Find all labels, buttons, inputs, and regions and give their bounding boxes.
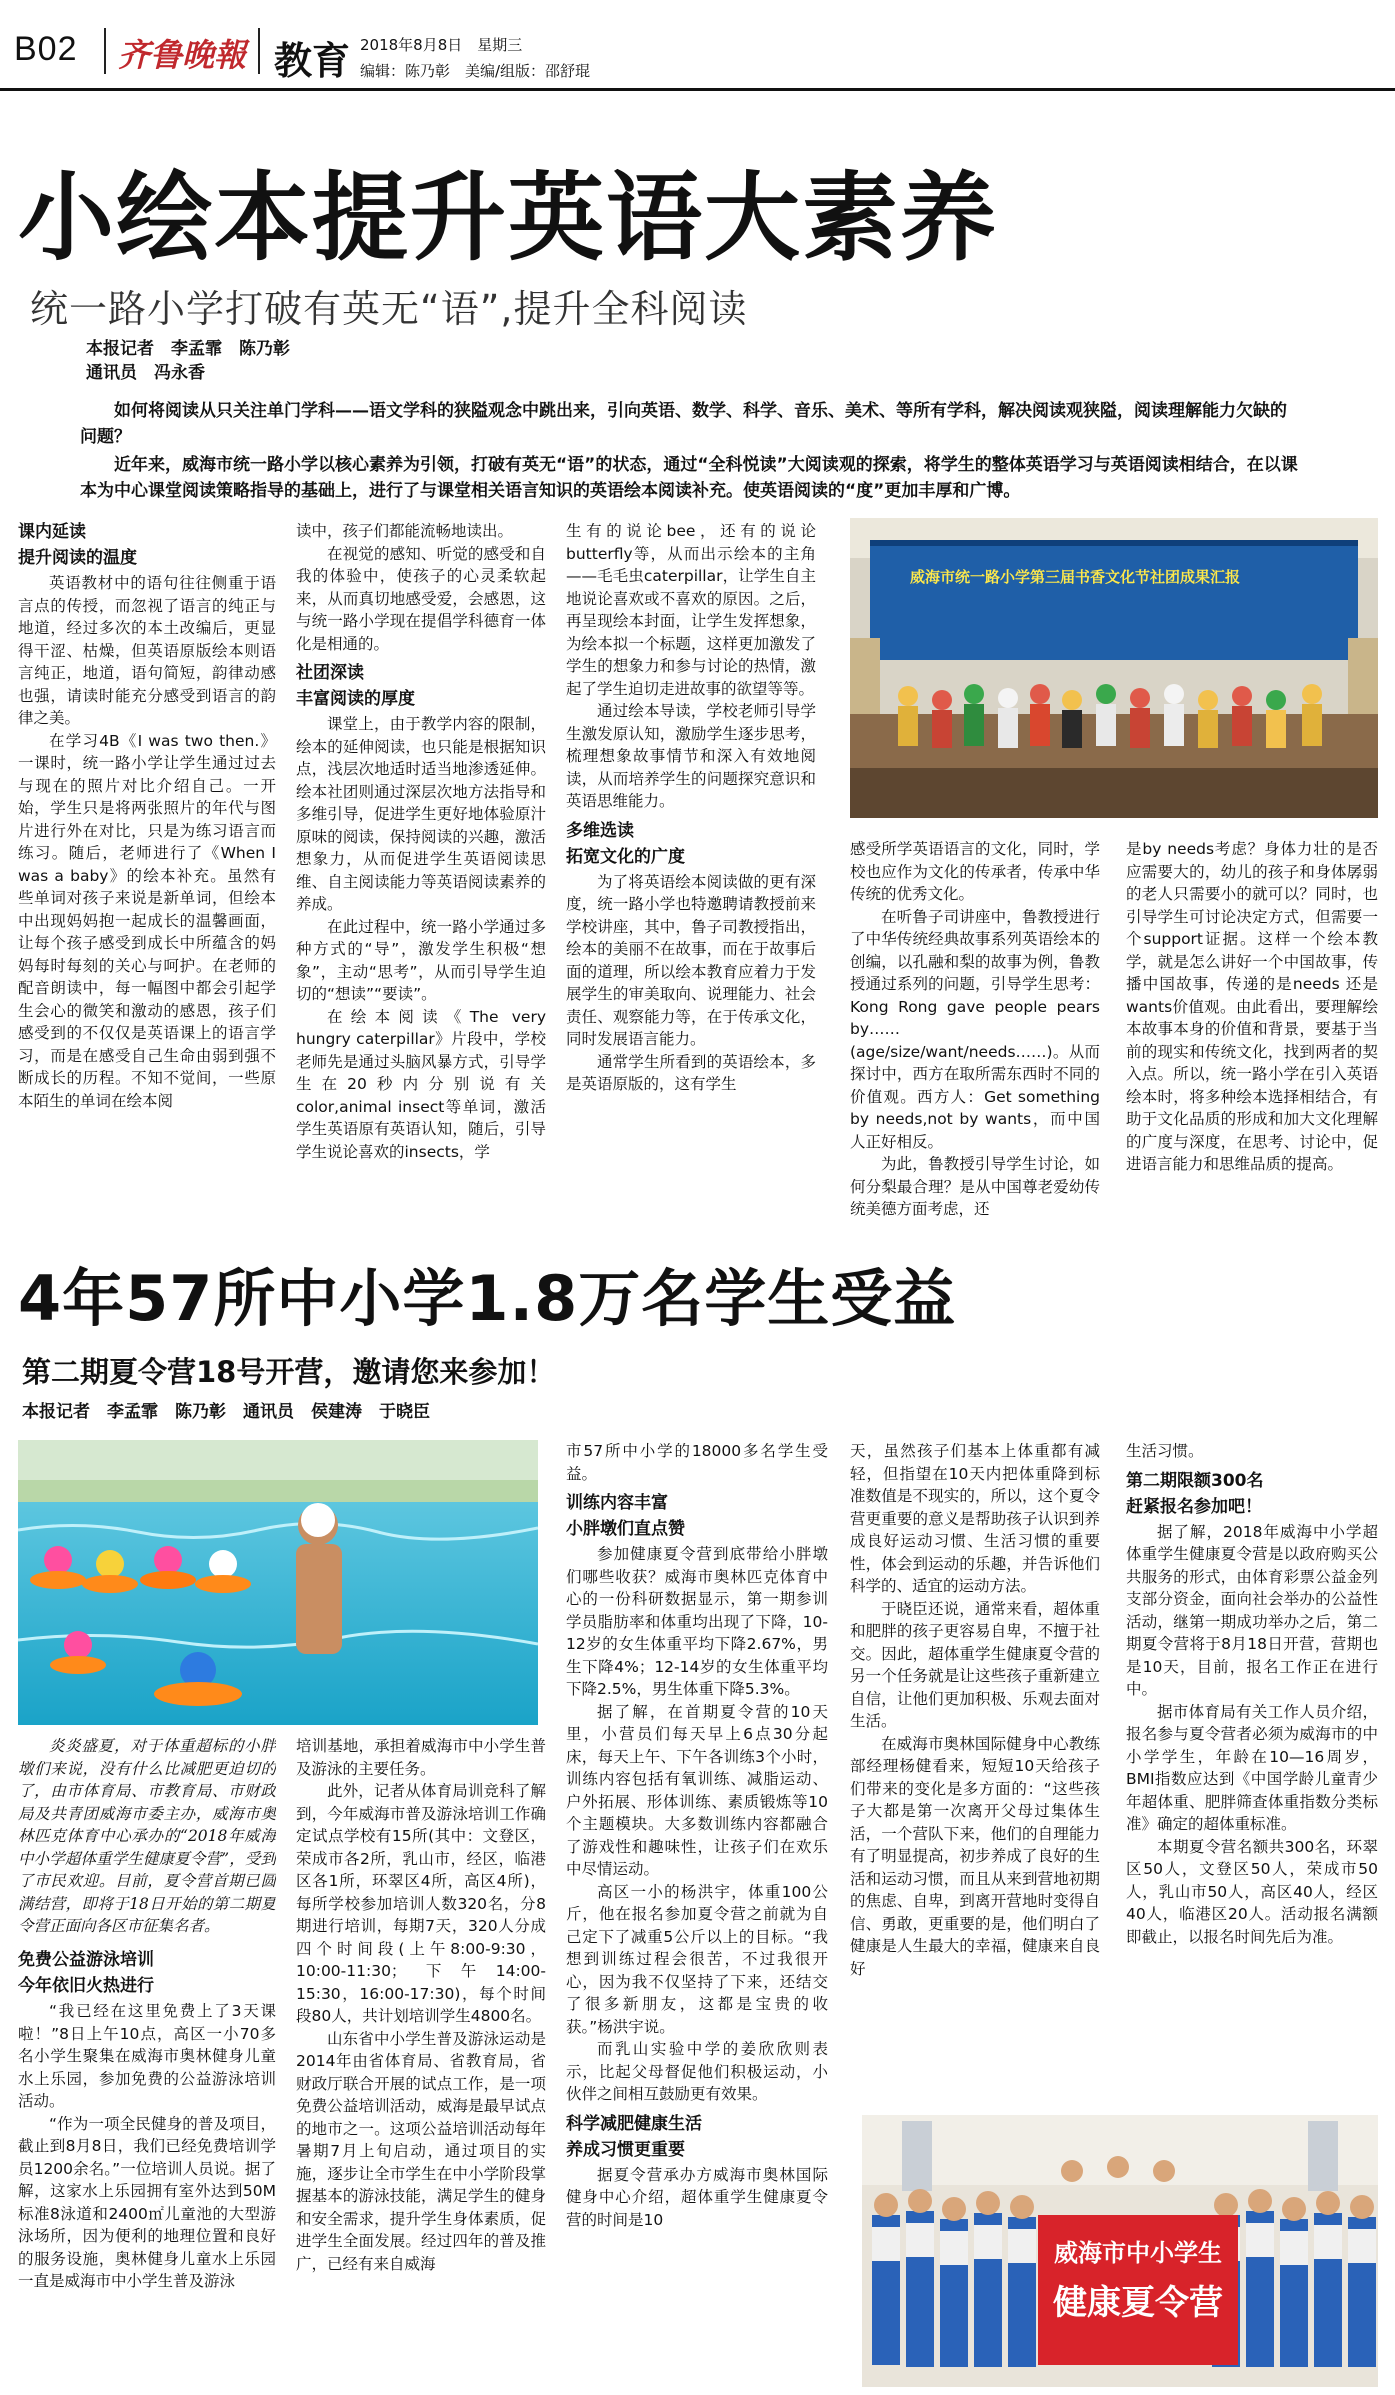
paragraph: 为此，鲁教授引导学生讨论，如何分梨最合理？是从中国尊老爱幼传统美德方面考虑，还	[850, 1155, 1100, 1218]
article-column	[566, 520, 816, 1260]
byline: 本报记者 李孟霏 陈乃彰	[86, 339, 290, 359]
paragraph: 据夏令营承办方威海市奥林国际健身中心介绍，超体重学生健康夏令营的时间是10	[566, 2165, 828, 2229]
paragraph: 培训基地，承担着威海市中小学生普及游泳的主要任务。	[296, 1737, 546, 1778]
section-subheading: 提升阅读的温度	[18, 548, 137, 568]
paragraph: 生有的说论bee，还有的说论butterfly等，从而出示绘本的主角——毛毛虫caterpillar，让学生自主地说论喜欢或不喜欢的原因。之后，再呈现绘本封面，让学生发挥想象，为绘本拟一个标题，这样更加激发了学生的想象力和参与讨论的热情，激起了学生迫切走进故事的欲望等等。	[566, 522, 816, 698]
paragraph: 感受所学英语语言的文化，同时，学校也应作为文化的传承者，传承中华传统的优秀文化。	[850, 840, 1100, 903]
paragraph: 在视觉的感知、听觉的感受和自我的体验中，使孩子的心灵柔软起来，从而真切地感受爱，会感恩，这与统一路小学现在提倡学科德育一体化是相通的。	[296, 544, 546, 653]
paragraph: 炎炎盛夏，对于体重超标的小胖墩们来说，没有什么比减肥更迫切的了，由市体育局、市教育局、市财政局及共青团威海市委主办，威海市奥林匹克体育中心承办的“2018年威海中小学超体重学生健康夏令营”，受到了市民欢迎。目前，夏令营首期已圆满结营，即将于18日开始的第二期夏令营正面向各区市征集名者。	[18, 1737, 276, 1935]
lead-paragraph: 如何将阅读从只关注单门学科——语文学科的狭隘观念中跳出来，引向英语、数学、科学、音乐、美术、等所有学科，解决阅读观狭隘，阅读理解能力欠缺的问题？	[80, 401, 1287, 447]
paragraph: 据了解，2018年威海中小学超体重学生健康夏令营是以政府购买公共服务的形式，由体育彩票公益金列支部分资金，面向社会举办的公益性活动，继第一期成功举办之后，第二期夏令营将于8月18日开营，营期也是10天，目前，报名工作正在进行中。	[1126, 1522, 1378, 1698]
section-heading: 社团深读	[296, 663, 364, 683]
section-heading: 课内延读	[18, 522, 86, 542]
byline: 通讯员 冯永香	[86, 363, 205, 383]
section-subheading: 养成习惯更重要	[566, 2139, 685, 2160]
editor-credits: 编辑：陈乃彰 美编/组版：邵舒琨	[360, 62, 591, 80]
paragraph: “我已经在这里免费上了3天课啦！”8日上午10点，高区一小70多名小学生聚集在威海市奥林健身儿童水上乐园，参加免费的公益游泳培训活动。	[18, 2002, 276, 2110]
paragraph: 市57所中小学的18000多名学生受益。	[566, 1442, 828, 1483]
article-column	[18, 520, 276, 1260]
paragraph: 参加健康夏令营到底带给小胖墩们哪些收获？威海市奥林匹克体育中心的一份科研数据显示，第一期参训学员脂肪率和体重均出现了下降，10-12岁的女生体重平均下降2.67%，男生下降4%；12-14岁的女生体重平均下降2.5%，男生体重下降5.3%。	[566, 1545, 828, 1698]
article-column	[296, 520, 546, 1260]
stage-banner-text: 威海市统一路小学第三届书香文化节社团成果汇报	[910, 568, 1241, 586]
swimming-pool-photo	[18, 1440, 538, 1725]
paragraph: 而乳山实验中学的姜欣欣则表示，比起父母督促他们积极运动，小伙伴之间相互鼓励更有效果。	[566, 2040, 828, 2103]
section-subheading: 拓宽文化的广度	[566, 846, 685, 867]
paragraph: 英语教材中的语句往往侧重于语言点的传授，而忽视了语言的纯正与地道，经过多次的本土改编后，更显得干涩、枯燥，但英语原版绘本则语言纯正，地道，语句简短，韵律动感也强，请读时能充分感受到语言的韵律之美。	[18, 574, 276, 727]
paragraph: 高区一小的杨洪宇，体重100公斤，他在报名参加夏令营之前就为自己定下了减重5公斤以上的目标。“我想到训练过程会很苦，不过我很开心，因为我不仅坚持了下来，还结交了很多新朋友，这都是宝贵的收获。”杨洪宇说。	[566, 1882, 828, 2036]
lead-paragraph: 近年来，威海市统一路小学以核心素养为引领，打破有英无“语”的状态，通过“全科悦读”大阅读观的探索，将学生的整体英语学习与英语阅读相结合，在以课本为中心课堂阅读策略指导的基础上，进行了与课堂相关语言知识的英语绘本阅读补充。使英语阅读的“度”更加丰厚和广博。	[80, 455, 1298, 501]
section-subheading: 丰富阅读的厚度	[296, 689, 415, 709]
paragraph: 本期夏令营名额共300名，环翠区50人，文登区50人，荣成市50人，乳山市50人，高区40人，经区40人，临港区20人。活动报名满额即截止，以报名时间先后为准。	[1126, 1837, 1378, 1946]
paragraph: 通常学生所看到的英语绘本，多是英语原版的，这有学生	[566, 1052, 816, 1093]
article-subhead: 统一路小学打破有英无“语”,提升全科阅读	[30, 287, 748, 331]
paragraph: 通过绘本导读，学校老师引导学生激发原认知，激励学生逐步思考，梳理想象故事情节和深入有效地阅读，从而培养学生的问题探究意识和英语思维能力。	[566, 702, 816, 810]
article-column	[1126, 1440, 1378, 2060]
paragraph: 山东省中小学生普及游泳运动是2014年由省体育局、省教育局，省财政厅联合开展的试点工作，是一项免费公益培训活动，威海是最早试点的地市之一。这项公益培训活动每年暑期7月上旬启动，通过项目的实施，逐步让全市学生在中小学阶段掌握基本的游泳技能，满足学生的健身和安全需求，提升学生身体素质，促进学生全面发展。经过四年的普及推广，已经有来自威海	[296, 2029, 546, 2273]
paragraph: 在绘本阅读《The very hungry caterpillar》片段中，学校老师先是通过头脑风暴方式，引导学生在20秒内分别说有关color,animal insect等单词，激活学生英语原有英语认知，随后，引导学生说论喜欢的insects，学	[296, 1007, 546, 1161]
paragraph: 于晓臣还说，通常来看，超体重和肥胖的孩子更容易自卑，不擅于社交。因此，超体重学生健康夏令营的另一个任务就是让这些孩子重新建立自信，让他们更加积极、乐观去面对生活。	[850, 1599, 1100, 1730]
newspaper-logo: 齐鲁晚報	[118, 36, 247, 74]
article-column	[566, 1440, 828, 2388]
article-column	[18, 1948, 276, 2388]
paragraph: 此外，记者从体育局训竞科了解到，今年威海市普及游泳培训工作确定试点学校有15所(其中：文登区，荣成市各2所，乳山市，经区，临港区各1所，环翠区4所，高区4所)，每所学校参加培训人数320名，分8期进行培训，每期7天，320人分成四个时间段(上午8:00-9:30，10:00-11:30；下午14:00-15:30，16:00-17:30)，每个时间段80人，共计划培训学生4800名。	[296, 1782, 546, 2025]
byline: 本报记者 李孟霏 陈乃彰 通讯员 侯建涛 于晓臣	[22, 1402, 430, 1422]
section-heading: 多维选读	[566, 820, 634, 841]
paragraph: 生活习惯。	[1126, 1442, 1204, 1460]
issue-date: 2018年8月8日 星期三	[360, 36, 523, 54]
section-title: 教育	[274, 39, 351, 83]
section-heading: 科学减肥健康生活	[566, 2113, 702, 2134]
paragraph: 据市体育局有关工作人员介绍，报名参与夏令营者必须为威海市的中小学学生，年龄在10—16周岁，BMI指数应达到《中国学龄儿童青少年超体重、肥胖筛查体重指数分类标准》确定的超体重标准。	[1126, 1702, 1378, 1833]
section-subheading: 小胖墩们直点赞	[566, 1519, 685, 1539]
paragraph: 是by needs考虑？身体力壮的是否应需要大的，幼儿的孩子和身体孱弱的老人只需要小的就可以？同时，也引导学生可讨论决定方式，但需要一个support证据。这样一个绘本教学，就是怎么讲好一个中国故事，传播中国故事，传递的是needs 还是wants价值观。由此看出，要理解绘本故事本身的价值和背景，要基于当前的现实和传统文化，找到两者的契入点。所以，统一路小学在引入英语绘本时，将多种绘本选择相结合，有助于文化品质的形成和加大文化理解的广度与深度，在思考、讨论中，促进语言能力和思维品质的提高。	[1126, 840, 1378, 1173]
article-column	[850, 1440, 1100, 2100]
paragraph: 在听鲁子司讲座中，鲁教授进行了中华传统经典故事系列英语绘本的创编，以孔融和梨的故事为例，鲁教授通过系列的问题，引导学生思考：Kong Rong gave people pears by……(age/size/want/needs……)。从而探讨中，西方在取所需东西时不同的价值观。西方人：Get something by needs,not by wants，而中国人正好相反。	[850, 907, 1100, 1151]
article-headline: 4年57所中小学1.8万名学生受益	[18, 1262, 957, 1335]
paragraph: 据了解，在首期夏令营的10天里，小营员们每天早上6点30分起床，每天上午、下午各训练3个小时，训练内容包括有氧训练、减脂运动、户外拓展、形体训练、素质锻炼等10个主题模块。大多数训练内容都融合了游戏性和趣味性，让孩子们在欢乐中尽情运动。	[566, 1702, 828, 1878]
header-rule	[0, 88, 1395, 91]
page-number: B02	[14, 30, 78, 68]
paragraph: “作为一项全民健身的普及项目，截止到8月8日，我们已经免费培训学员1200余名。”一位培训人员说。据了解，这家水上乐园拥有室外达到50M标准8泳道和2400㎡儿童池的大型游泳场所，因为便利的地理位置和良好的服务设施，奥林健身儿童水上乐园一直是威海市中小学生普及游泳	[18, 2114, 276, 2290]
article-column	[296, 1735, 546, 2387]
header-divider	[104, 28, 106, 74]
paragraph: 读中，孩子们都能流畅地读出。	[296, 522, 514, 540]
intro-note	[18, 1735, 276, 1945]
stage-performance-photo	[850, 518, 1378, 818]
paragraph: 为了将英语绘本阅读做的更有深度，统一路小学也特邀聘请教授前来学校讲座，其中，鲁子司教授指出，绘本的美丽不在故事，而在于故事后面的道理，所以绘本教育应着力于发展学生的审美取向、说理能力、社会责任、观察能力等，在于传承文化，同时发展语言能力。	[566, 872, 816, 1048]
camp-banner-line2: 健康夏令营	[1053, 2283, 1223, 2323]
header-divider	[258, 28, 260, 74]
paragraph: 课堂上，由于教学内容的限制，绘本的延伸阅读，也只能是根据知识点，浅层次地适时适当地渗透延伸。绘本社团则通过深层次地方法指导和多维引导，促进学生更好地体验原汁原味的阅读，保持阅读的兴趣，激活想象力，从而促进学生英语阅读思维、自主阅读能力等英语阅读素养的养成。	[296, 715, 546, 913]
paragraph: 在威海市奥林国际健身中心教练部经理杨健看来，短短10天给孩子们带来的变化是多方面的：“这些孩子大都是第一次离开父母过集体生活，一个营队下来，他们的自理能力有了明显提高，初步养成了良好的生活和运动习惯，而且从来到营地初期的焦虑、自卑，到离开营地时变得自信、勇敢，更重要的是，他们明白了健康是人生最大的幸福，健康来自良好	[850, 1734, 1100, 1978]
paragraph: 天，虽然孩子们基本上体重都有减轻，但指望在10天内把体重降到标准数值是不现实的，所以，这个夏令营更重要的意义是帮助孩子认识到养成良好运动习惯、生活习惯的重要性，体会到运动的乐趣，并告诉他们科学的、适宜的运动方法。	[850, 1442, 1100, 1595]
section-subheading: 赶紧报名参加吧！	[1126, 1496, 1262, 1517]
section-heading: 训练内容丰富	[566, 1493, 668, 1513]
paragraph: 在此过程中，统一路小学通过多种方式的“导”，激发学生积极“想象”，主动“思考”，从而引导学生迫切的“想读”“要读”。	[296, 917, 546, 1003]
section-heading: 免费公益游泳培训	[18, 1950, 154, 1970]
camp-banner-line1: 威海市中小学生	[1054, 2239, 1222, 2267]
article-column	[850, 838, 1100, 1262]
summer-camp-group-photo	[862, 2115, 1378, 2387]
article-column	[1126, 838, 1378, 1262]
paragraph: 在学习4B《I was two then.》一课时，统一路小学让学生通过过去与现在的照片对比介绍自己。一开始，学生只是将两张照片的年代与图片进行外在对比，只是为练习语言而练习。随后，老师进行了《When I was a baby》的绘本补充。虽然有些单词对孩子来说是新单词，但绘本中出现妈妈抱一起成长的温馨画面，让每个孩子感受到成长中所蕴含的妈妈每时每刻的关心与呵护。在老师的配音朗读中，每一幅图中都会引起学生会心的微笑和激动的感恩，孩子们感受到的不仅仅是英语课上的语言学习，而是在感受自己生命由弱到强不断成长的历程。不知不觉间，一些原本陌生的单词在绘本阅	[18, 731, 276, 1110]
article-headline: 小绘本提升英语大素养	[18, 162, 998, 274]
section-subheading: 今年依旧火热进行	[18, 1976, 154, 1996]
article-subhead: 第二期夏令营18号开营，邀请您来参加！	[22, 1355, 556, 1389]
section-heading: 第二期限额300名	[1126, 1470, 1264, 1491]
